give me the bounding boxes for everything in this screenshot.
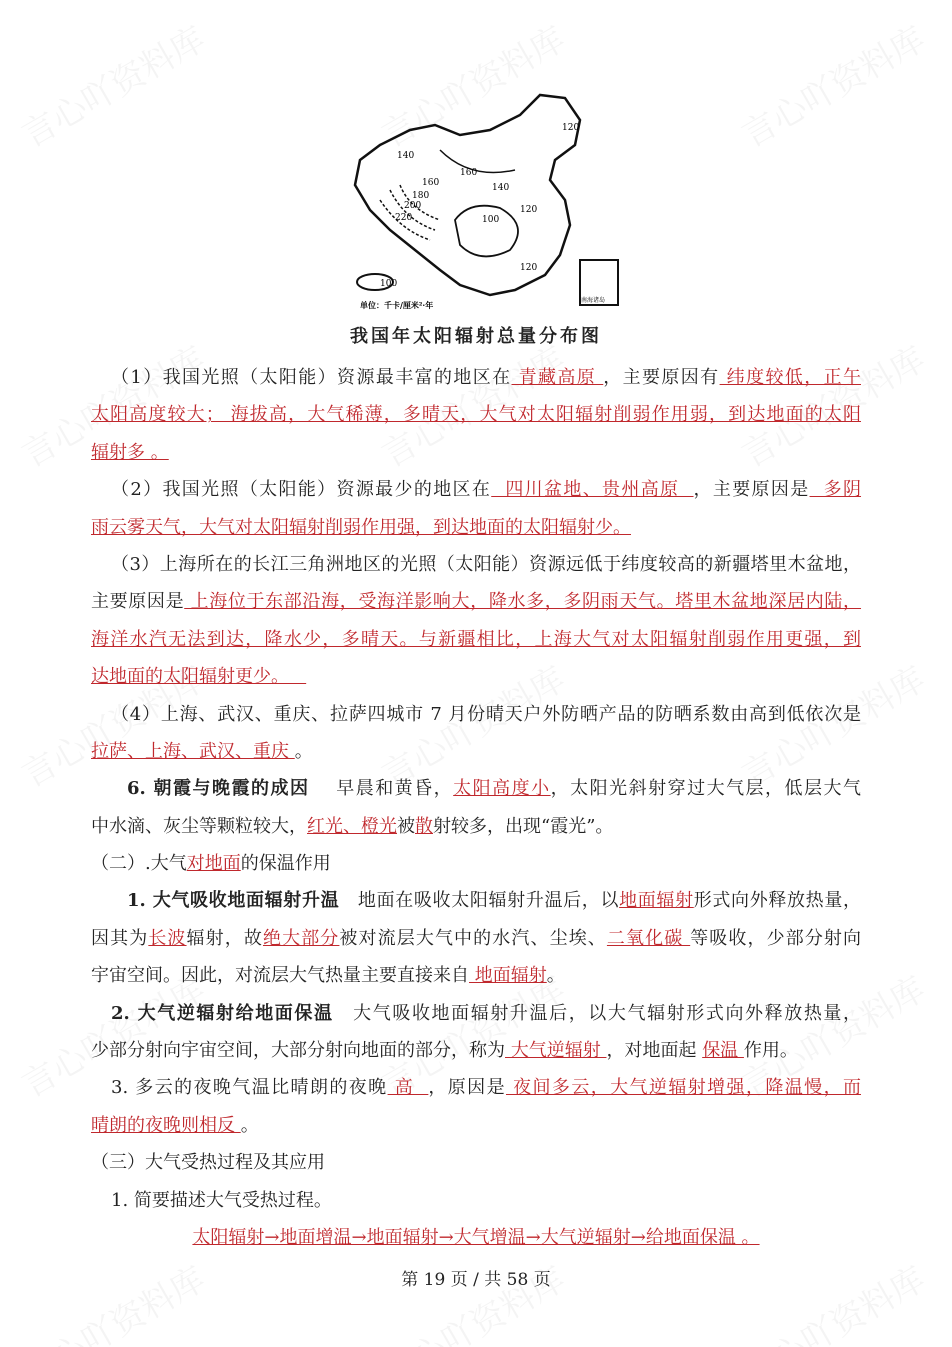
body-text: 因其为 xyxy=(91,927,149,949)
text-line xyxy=(91,658,861,695)
answer-text: 青藏高原 xyxy=(511,367,604,388)
document-body xyxy=(91,359,861,1256)
contour-label: 180 xyxy=(412,191,430,201)
body-text: 大气吸收地面辐射升温后，以大气辐射形式向外释放热量， xyxy=(333,1002,862,1024)
answer-text: 高 xyxy=(387,1077,429,1099)
section-heading: 1. 大气吸收地面辐射升温 xyxy=(127,890,340,912)
text-line xyxy=(91,546,861,583)
section-heading: 6. 朝霞与晚霞的成因 xyxy=(127,778,310,800)
body-text: （三）大气受热过程及其应用 xyxy=(91,1152,325,1174)
map-caption: 我国年太阳辐射总量分布图 xyxy=(350,326,602,347)
text-line xyxy=(91,957,861,994)
contour-label: 160 xyxy=(422,178,440,188)
contour-label: 120 xyxy=(520,205,538,215)
body-text: ，原因是 xyxy=(428,1077,506,1099)
body-text: 形式向外释放热量， xyxy=(693,890,861,912)
text-line xyxy=(91,1219,861,1256)
text-line xyxy=(91,471,861,508)
answer-text: 对地面 xyxy=(186,853,241,875)
text-line xyxy=(91,1144,861,1181)
body-text: （1）我国光照（太阳能）资源最丰富的地区在 xyxy=(111,367,512,388)
answer-text: 辐射多 。 xyxy=(91,441,169,463)
text-line xyxy=(91,583,861,620)
text-line xyxy=(91,808,861,845)
body-text: （4）上海、武汉、重庆、拉萨四城市 7 月份晴天户外防晒产品的防晒系数由高到低依次是 xyxy=(111,703,861,725)
body-text: ，主要原因有 xyxy=(603,367,720,388)
map-unit: 单位：千卡/厘米²·年 xyxy=(360,300,434,310)
answer-text: 夜间多云，大气逆辐射增强，降温慢，而 xyxy=(505,1077,861,1099)
text-line xyxy=(91,920,861,957)
answer-text: 保温 xyxy=(702,1040,744,1062)
text-line xyxy=(91,733,861,770)
body-text: 被对流层大气中的水汽、尘埃、 xyxy=(339,927,607,949)
body-text: 3. 多云的夜晚气温比晴朗的夜晚 xyxy=(111,1077,388,1099)
answer-text: 地面辐射 xyxy=(619,890,694,912)
body-text: 射较多，出现“霞光”。 xyxy=(433,815,614,837)
body-text: 作用。 xyxy=(743,1040,798,1062)
body-text: （3）上海所在的长江三角洲地区的光照（太阳能）资源远低于纬度较高的新疆塔里木盆地， xyxy=(111,553,861,575)
answer-text: 大气逆辐射 xyxy=(505,1040,607,1062)
answer-text: 长波 xyxy=(148,927,187,949)
text-line xyxy=(91,770,861,807)
body-text: 。 xyxy=(294,740,313,762)
answer-text: 上海位于东部沿海，受海洋影响大，降水多，多阴雨天气。塔里木盆地深居内陆， xyxy=(184,591,862,613)
answer-text: 太阳辐射→地面增温→地面辐射→大气增温→大气逆辐射→给地面保温 。 xyxy=(192,1226,760,1248)
body-text: 的保温作用 xyxy=(240,853,331,875)
body-text: 主要原因是 xyxy=(91,591,185,613)
solar-radiation-map xyxy=(340,90,630,315)
text-line xyxy=(91,1032,861,1069)
text-line xyxy=(91,696,861,733)
text-line xyxy=(91,621,861,658)
body-text: 辐射，故 xyxy=(186,927,263,949)
contour-label: 120 xyxy=(562,123,580,133)
answer-text: 四川盆地、贵州高原 xyxy=(491,479,694,501)
body-text: 少部分射向宇宙空间，大部分射向地面的部分，称为 xyxy=(91,1040,505,1062)
body-text: 中水滴、灰尘等颗粒较大， xyxy=(91,815,307,837)
watermark xyxy=(11,12,212,156)
answer-text: 红光、橙光 xyxy=(307,815,397,837)
body-text: 宇宙空间。因此，对流层大气热量主要直接来自 xyxy=(91,965,469,987)
body-text: 被 xyxy=(397,815,415,837)
answer-text: 太阳高度小 xyxy=(453,778,551,800)
text-line xyxy=(91,1182,861,1219)
answer-text: 地面辐射 xyxy=(469,965,547,987)
text-line xyxy=(91,396,861,433)
body-text: 。 xyxy=(240,1114,259,1136)
body-text: 1. 简要描述大气受热过程。 xyxy=(111,1189,332,1211)
answer-text: 散 xyxy=(415,815,433,837)
contour-label: 200 xyxy=(404,201,422,211)
body-text: 早晨和黄昏， xyxy=(309,778,454,800)
text-line xyxy=(91,509,861,546)
text-line xyxy=(91,882,861,919)
answer-text: 绝大部分 xyxy=(262,927,340,949)
contour-label: 160 xyxy=(460,168,478,178)
body-text: ，对地面起 xyxy=(606,1040,703,1062)
text-line xyxy=(91,995,861,1032)
contour-label: 120 xyxy=(520,263,538,273)
answer-text: 拉萨、上海、武汉、重庆 xyxy=(91,740,295,762)
answer-text: 晴朗的夜晚则相反 xyxy=(91,1114,241,1136)
text-line xyxy=(91,1107,861,1144)
answer-text: 多阴 xyxy=(809,479,862,501)
body-text: 等吸收，少部分射向 xyxy=(690,927,862,949)
answer-text: 达地面的太阳辐射更少。 xyxy=(91,666,307,688)
watermark xyxy=(731,12,932,156)
answer-text: 纬度较低，正午 xyxy=(719,367,861,388)
body-text: （二）.大气 xyxy=(91,853,187,875)
contour-label: 140 xyxy=(492,183,510,193)
answer-text: 雨云雾天气，大气对太阳辐射削弱作用强，到达地面的太阳辐射少。 xyxy=(91,516,631,538)
body-text: 地面在吸收太阳辐射升温后，以 xyxy=(339,890,620,912)
answer-text: 海洋水汽无法到达，降水少，多晴天。与新疆相比，上海大气对太阳辐射削弱作用更强，到 xyxy=(91,628,861,650)
inset-label: 南海诸岛 xyxy=(581,297,606,304)
section-heading: 2. 大气逆辐射给地面保温 xyxy=(111,1002,334,1024)
body-text: （2）我国光照（太阳能）资源最少的地区在 xyxy=(111,479,492,501)
body-text: ，主要原因是 xyxy=(693,479,810,501)
text-line xyxy=(91,359,861,396)
text-line xyxy=(91,1069,861,1106)
contour-label: 100 xyxy=(380,279,398,289)
contour-label: 100 xyxy=(482,215,500,225)
contour-label: 220 xyxy=(395,213,413,223)
answer-text: 二氧化碳 xyxy=(606,927,691,949)
contour-label: 140 xyxy=(397,151,415,161)
body-text: ，太阳光斜射穿过大气层，低层大气 xyxy=(550,778,862,800)
text-line xyxy=(91,434,861,471)
body-text: 。 xyxy=(546,965,565,987)
answer-text: 太阳高度较大； 海拔高，大气稀薄，多晴天，大气对太阳辐射削弱作用弱，到达地面的太阳 xyxy=(91,404,861,426)
page-footer: 第 19 页 / 共 58 页 xyxy=(401,1270,551,1290)
china-outline xyxy=(355,95,580,295)
text-line xyxy=(91,845,861,882)
